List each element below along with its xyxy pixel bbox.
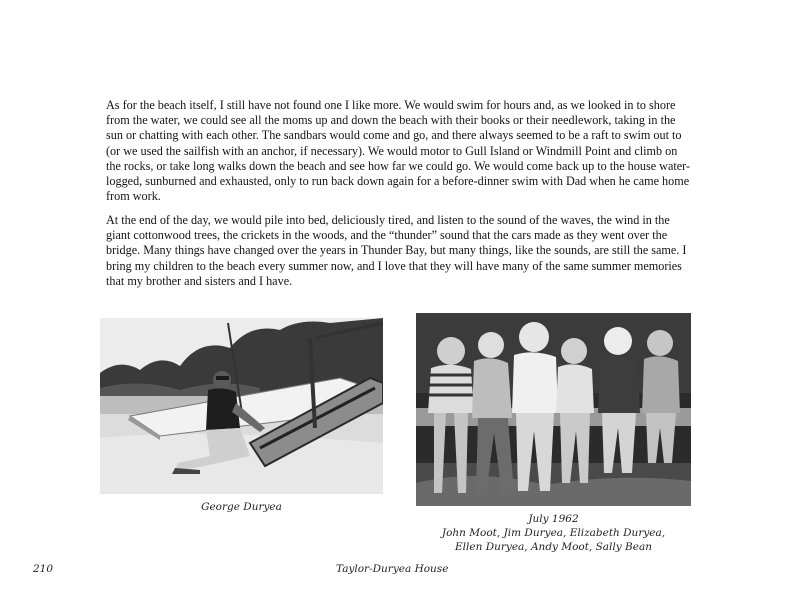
page-number: 210: [33, 563, 54, 575]
caption-date: July 1962: [528, 513, 579, 525]
photo-caption-right: [410, 512, 697, 554]
caption-names-line-2: Ellen Duryea, Andy Moot, Sally Bean: [455, 541, 652, 553]
photo-caption-left: George Duryea: [201, 501, 282, 513]
body-paragraph-1: As for the beach itself, I still have not found one I like more. We would swim for hours and, as we looked in to shore from the water, we could see all the moms up and down the beach with their books or their needlework, taking in the sun or chatting with each other. The sandbars would come and go, and there always seemed to be a raft to swim out to (or we used the sailfish with an anchor, if necessary). We would motor to Gull Island or Windmill Point and climb on the rocks, or take long walks down the beach and see how far we could go. We would come back up to the house water-logged, sunburned and exhausted, only to run back down again for a before-dinner swim with Dad when he came home from work.: [106, 98, 691, 204]
running-title: Taylor-Duryea House: [336, 563, 449, 575]
photo-george-duryea: [100, 318, 383, 494]
caption-names-line-1: John Moot, Jim Duryea, Elizabeth Duryea,: [441, 527, 666, 539]
photo-children-july-1962: [416, 313, 691, 506]
body-paragraph-2: At the end of the day, we would pile into bed, deliciously tired, and listen to the sound of the waves, the wind in the giant cottonwood trees, the crickets in the woods, and the “thunder” sound that the cars made as they went over the bridge. Many things have changed over the years in Thunder Bay, but many things, like the sounds, are still the same. I bring my children to the beach every summer now, and I love that they will have many of the same summer memories that my brother and sisters and I have.: [106, 213, 687, 288]
